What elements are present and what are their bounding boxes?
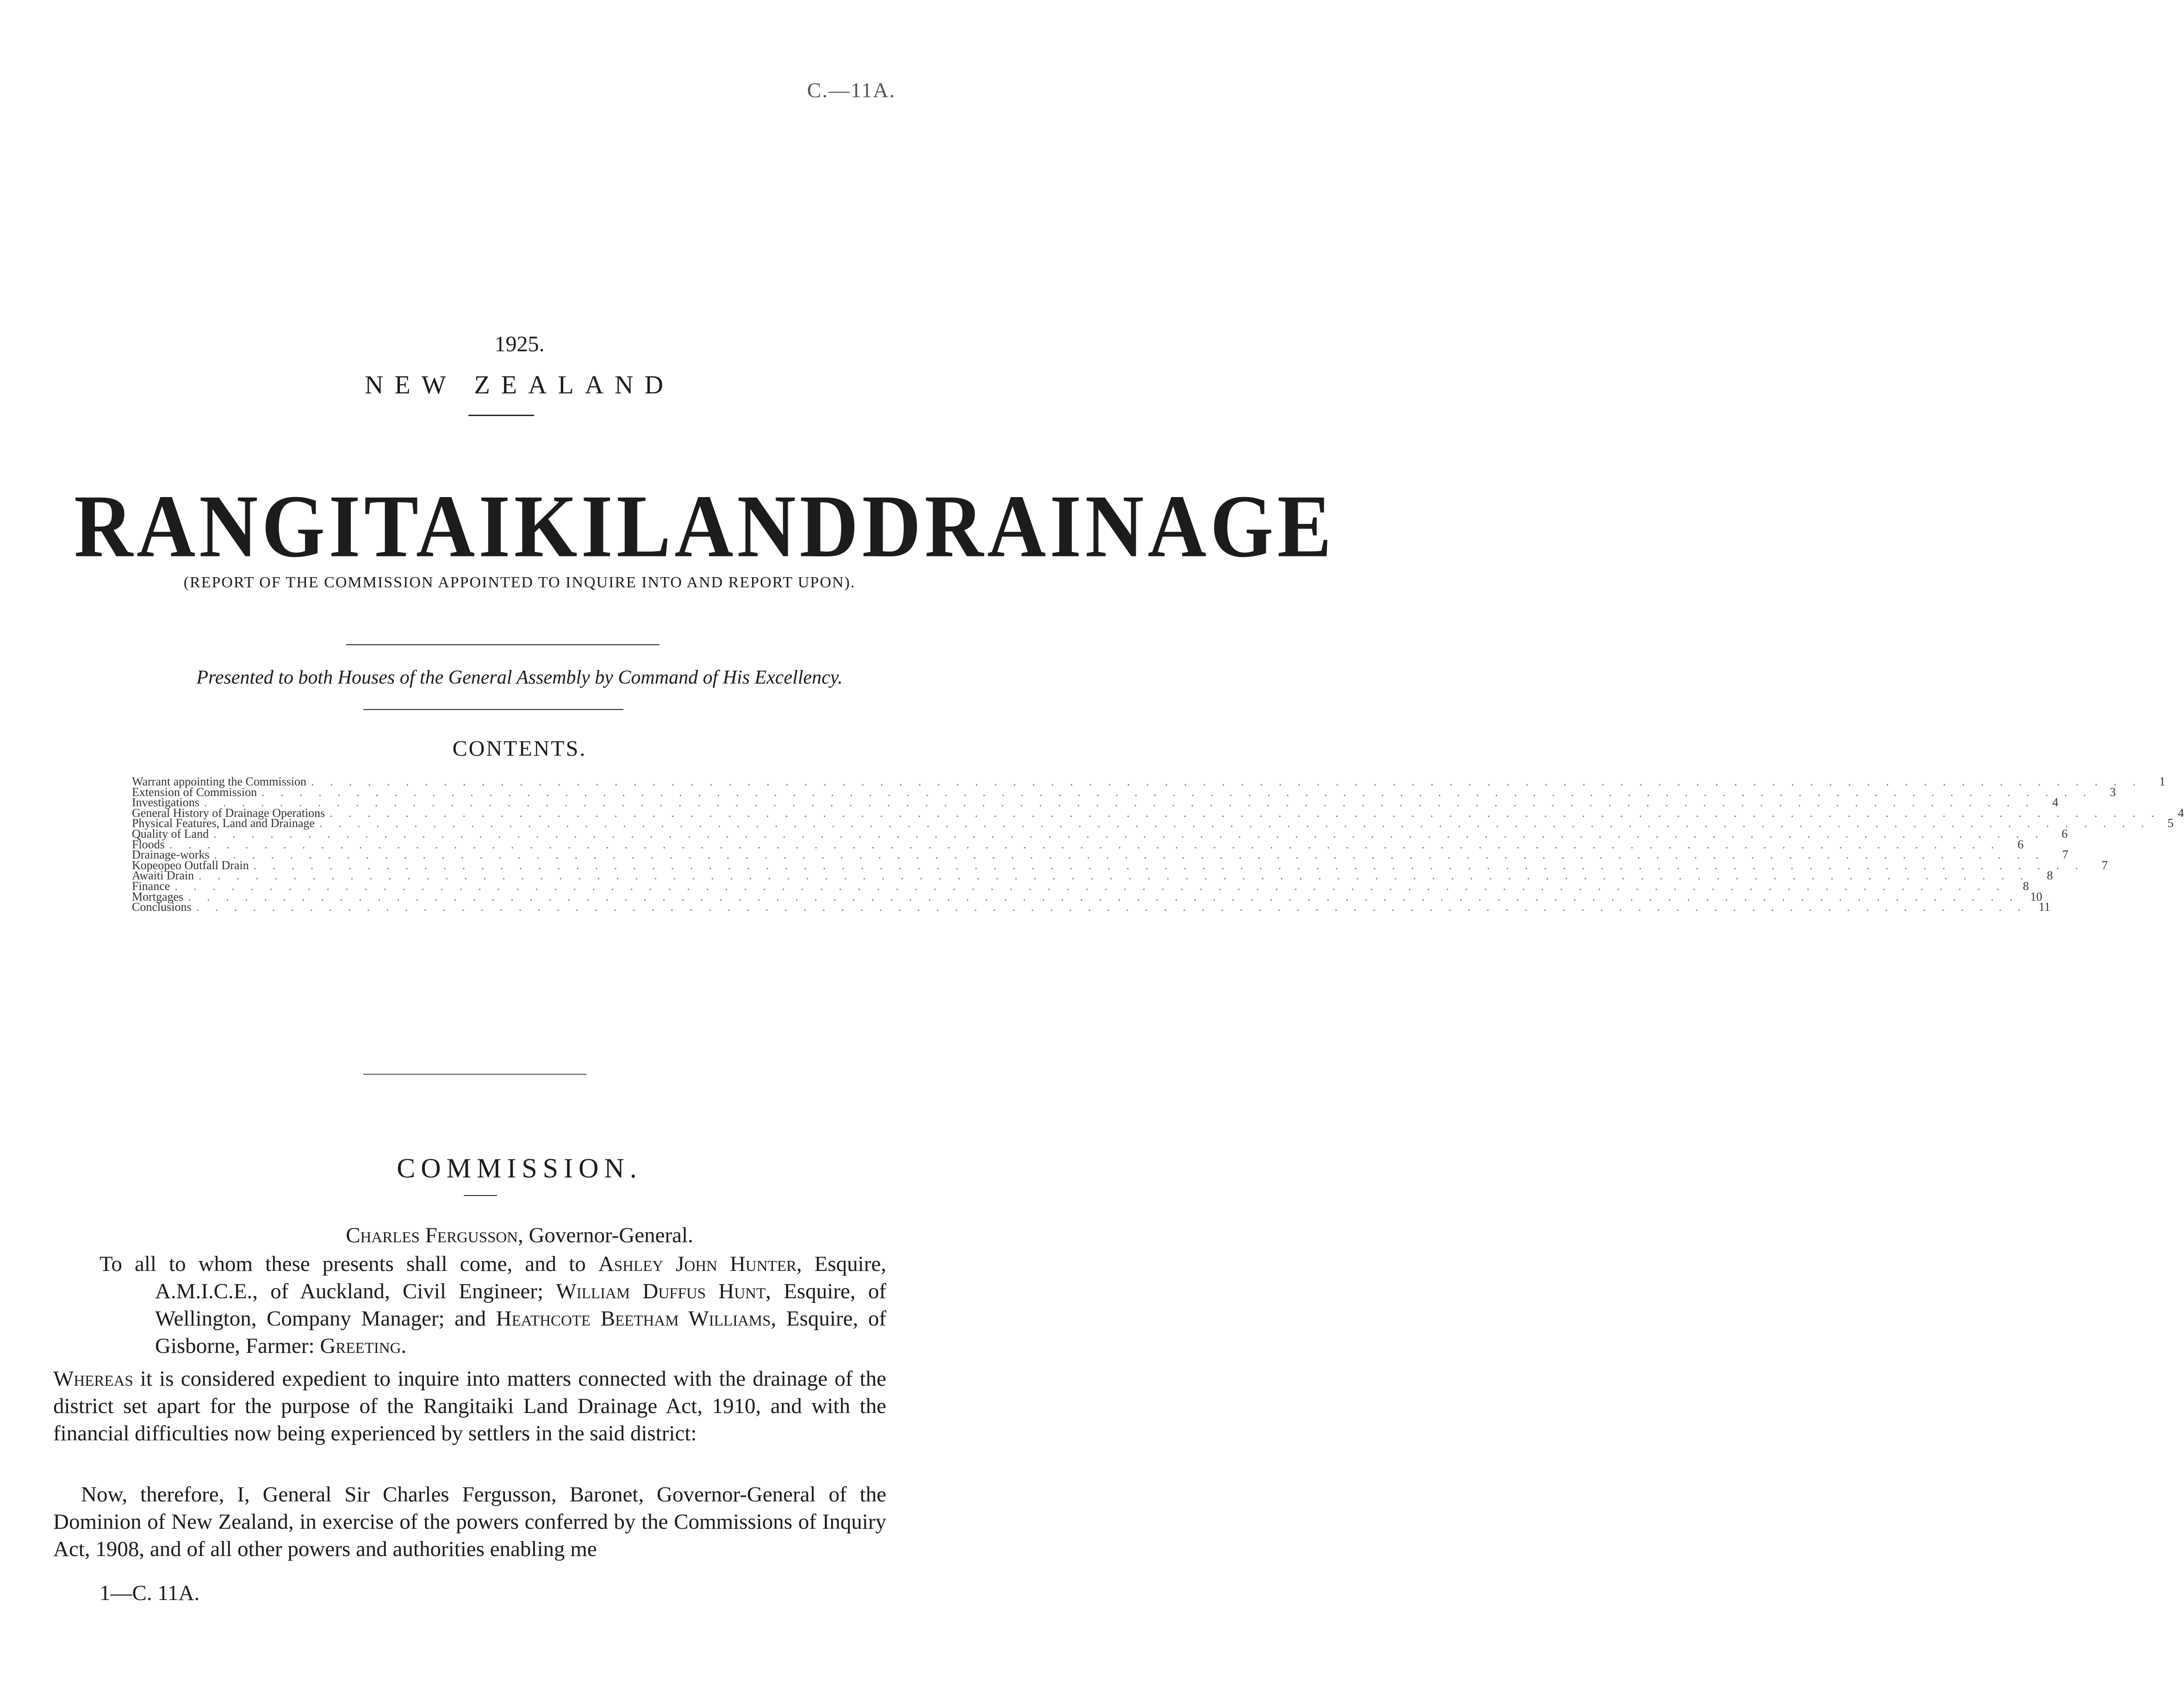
contents-entry-page: 3 (2109, 785, 2116, 799)
main-title-word-2: LAND (616, 477, 862, 576)
country-heading: NEW ZEALAND (365, 371, 674, 399)
contents-entry-page: 1 (2159, 775, 2165, 788)
address-part-3: , Esquire, of Wellington, Company Manager; and (155, 1279, 886, 1331)
governor-general-line (0, 1222, 1039, 1249)
now-therefore-paragraph: Now, therefore, I, General Sir Charles Fergusson, Baronet, Governor-General of the Dominion of New Zealand, in exercise of the powers conferred by the Commissions of Inquiry Act, 1908, and of all other powers and authorities enabling me (53, 1482, 886, 1561)
contents-entry-title: Mortgages (132, 890, 184, 903)
contents-entry-page: 6 (2017, 837, 2024, 851)
report-year: 1925. (494, 332, 545, 356)
main-title (74, 477, 1336, 576)
presented-line: Presented to both Houses of the General Assembly by Command of His Excellency. (196, 667, 843, 688)
main-title-word-3: DRAINAGE (862, 477, 1336, 576)
contents-list (132, 775, 2184, 914)
address-part-4: , Esquire, of Gisborne, Farmer: (155, 1307, 886, 1358)
contents-entry-title: Floods (132, 837, 165, 851)
document-reference-code: C.—11A. (807, 78, 896, 102)
contents-entry-title: Extension of Commission (132, 785, 257, 799)
commissioner-name-1: Ashley John Hunter (598, 1252, 796, 1276)
contents-entry-title: General History of Drainage Operations (132, 806, 325, 820)
contents-entry-title: Quality of Land (132, 827, 209, 841)
country-underline (468, 415, 534, 416)
main-title-word-1: RANGITAIKI (74, 477, 617, 576)
contents-entry-title: Conclusions (132, 900, 192, 914)
section-divider-rule (363, 1074, 586, 1075)
contents-heading: CONTENTS. (452, 736, 587, 761)
address-part-1: To all to whom these presents shall come, and to (100, 1252, 598, 1276)
contents-entry-title: Finance (132, 879, 170, 893)
commission-heading: COMMISSION. (397, 1153, 642, 1183)
contents-entry-page: 6 (2061, 827, 2068, 841)
address-part-2: , Esquire, A.M.I.C.E., of Auckland, Civil Engineer; (155, 1252, 886, 1303)
divider-rule-upper (346, 644, 660, 645)
contents-entry-title: Warrant appointing the Commission (132, 775, 307, 788)
commission-address (100, 1251, 886, 1360)
contents-entry-title: Kopeopeo Outfall Drain (132, 858, 249, 872)
contents-entry-page: 7 (2062, 848, 2068, 862)
whereas-paragraph (53, 1365, 886, 1447)
contents-entry-title: Physical Features, Land and Drainage (132, 816, 315, 830)
contents-dot-leader (196, 902, 2028, 913)
contents-entry-page: 5 (2167, 816, 2174, 830)
contents-entry-page: 8 (2022, 879, 2029, 893)
contents-entry-page: 7 (2102, 858, 2108, 872)
contents-entry-page: 8 (2047, 869, 2053, 883)
contents-entry-title: Investigations (132, 796, 199, 809)
contents-entry-page: 11 (2039, 900, 2051, 914)
commission-underline (464, 1195, 497, 1196)
contents-entry-title: Drainage-works (132, 848, 210, 862)
report-subtitle: (REPORT OF THE COMMISSION APPOINTED TO INQUIRE INTO AND REPORT UPON). (183, 574, 856, 591)
contents-entry-page: 4 (2052, 796, 2059, 809)
greeting: Greeting. (320, 1334, 407, 1358)
commissioner-name-2: William Duffus Hunt (556, 1279, 766, 1303)
contents-entry-page: 4 (2178, 806, 2184, 820)
contents-entry-title: Awaiti Drain (132, 869, 194, 883)
page-signature: 1—C. 11A. (100, 1581, 200, 1605)
contents-entry (132, 900, 2051, 914)
governor-title: , Governor-General. (517, 1223, 693, 1247)
divider-rule-lower (363, 709, 623, 710)
whereas-text: it is considered expedient to inquire into matters connected with the drainage of the district set apart for the purpose of the Rangitaiki Land Drainage Act, 1910, and with the financial difficulties now being experienced by settlers in the said district: (53, 1367, 886, 1445)
whereas-lead: Whereas (53, 1367, 133, 1391)
commissioner-name-3: Heathcote Beetham Williams (496, 1307, 771, 1331)
contents-entry-page: 10 (2030, 890, 2042, 903)
governor-name: Charles Fergusson (346, 1223, 518, 1247)
